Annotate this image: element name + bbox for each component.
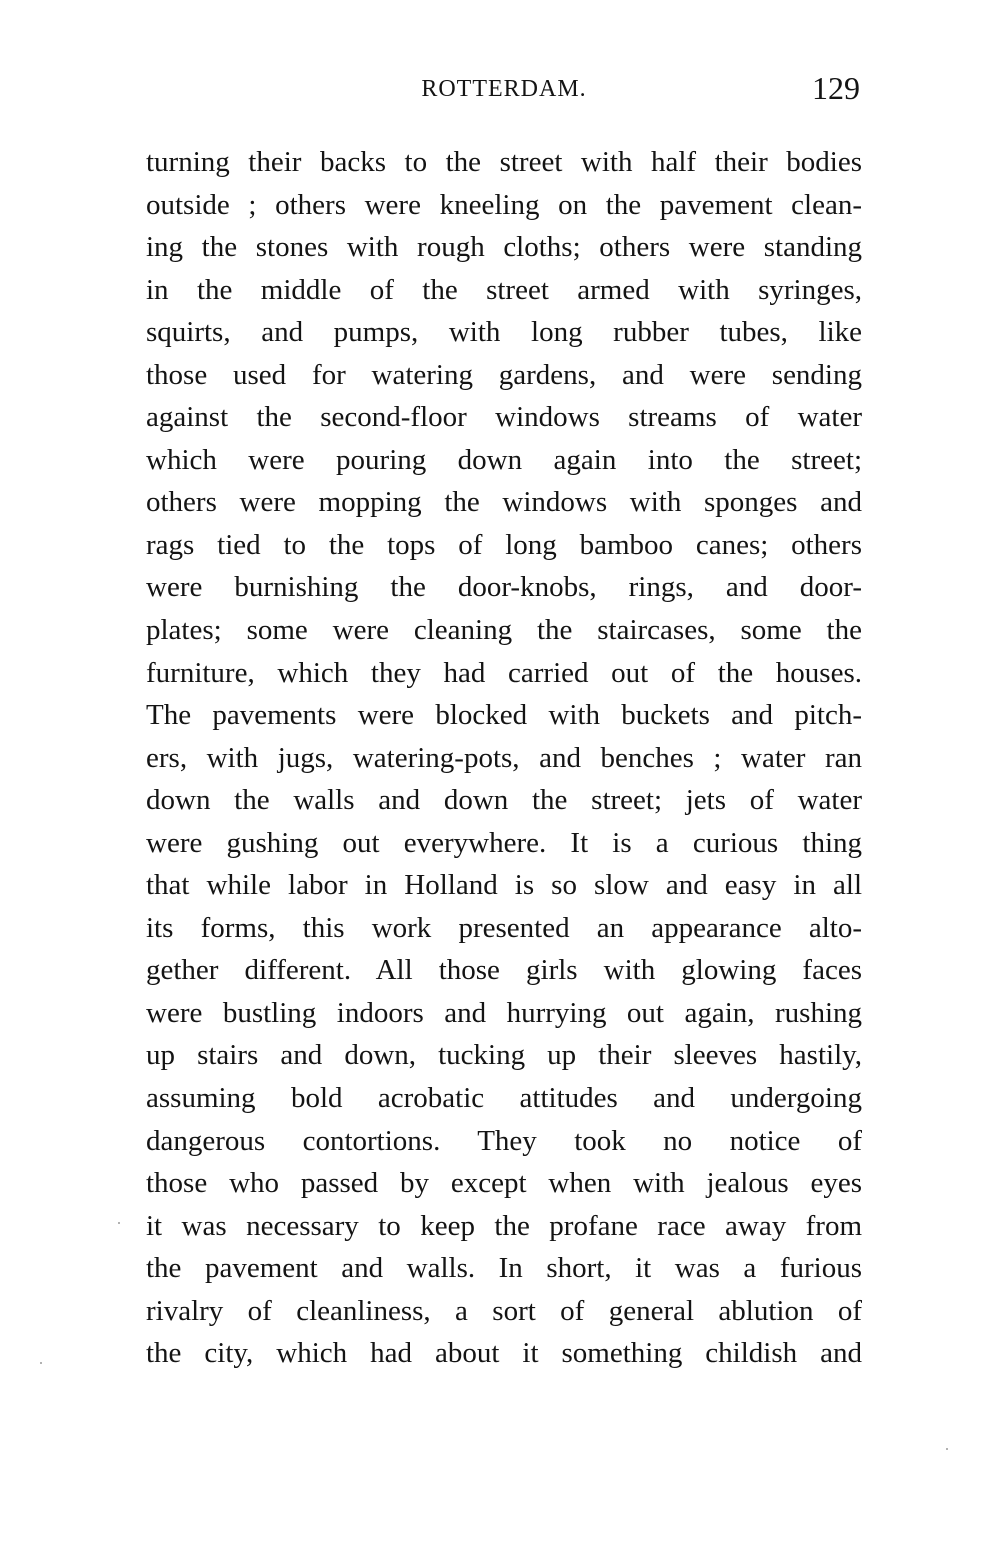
text-line: gether different. All those girls with glowing faces [146,954,862,987]
text-line: plates; some were cleaning the staircases, some the [146,614,862,647]
text-line: dangerous contortions. They took no notice of [146,1124,862,1157]
text-line: were burnishing the door-knobs, rings, and door- [146,571,862,604]
running-head [146,70,862,110]
paper-speck [40,1362,42,1364]
body-text [146,141,862,1375]
text-line: its forms, this work presented an appearance alto- [146,911,862,944]
text-line: rivalry of cleanliness, a sort of general ablution of [146,1294,862,1327]
text-line: squirts, and pumps, with long rubber tubes, like [146,316,862,349]
text-line: ers, with jugs, watering-pots, and benches ; water ran [146,741,862,774]
text-line: turning their backs to the street with half their bodies [146,146,862,178]
running-title: ROTTERDAM. [421,76,587,102]
paper-speck [118,1222,120,1224]
text-line: those used for watering gardens, and were sending [146,358,862,391]
text-line: down the walls and down the street; jets of water [146,784,862,817]
text-line: rags tied to the tops of long bamboo canes; others [146,528,862,561]
text-line: in the middle of the street armed with syringes, [146,273,862,306]
page-number: 129 [812,70,860,106]
text-line: ing the stones with rough cloths; others were standing [146,231,862,264]
text-line: it was necessary to keep the profane race away from [146,1209,862,1242]
text-line: were bustling indoors and hurrying out again, rushing [146,996,862,1029]
text-line: up stairs and down, tucking up their sleeves hastily, [146,1039,862,1072]
text-line: assuming bold acrobatic attitudes and undergoing [146,1082,862,1115]
text-line: others were mopping the windows with sponges and [146,486,862,519]
text-line: against the second-floor windows streams of water [146,401,862,434]
text-line: the city, which had about it something childish and [146,1337,862,1370]
text-line: furniture, which they had carried out of the houses. [146,656,862,689]
text-line: were gushing out everywhere. It is a curious thing [146,826,862,859]
text-line: those who passed by except when with jealous eyes [146,1167,862,1200]
text-line: outside ; others were kneeling on the pavement clean- [146,188,862,221]
text-line: The pavements were blocked with buckets and pitch- [146,699,862,732]
text-line: that while labor in Holland is so slow and easy in all [146,869,862,902]
text-line: which were pouring down again into the street; [146,443,862,476]
paper-speck [946,1448,948,1450]
text-line: the pavement and walls. In short, it was a furious [146,1252,862,1285]
